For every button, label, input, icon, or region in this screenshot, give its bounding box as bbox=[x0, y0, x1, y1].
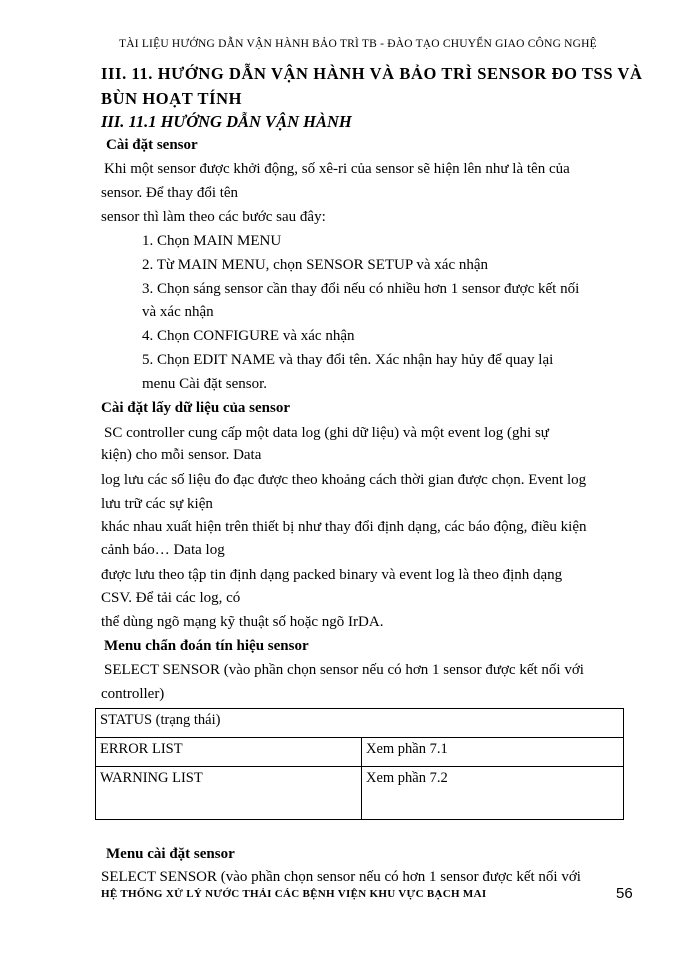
chapter-title-line2: BÙN HOẠT TÍNH bbox=[101, 89, 243, 108]
paragraph-line: Khi một sensor được khởi động, số xê-ri của sensor sẽ hiện lên như là tên của bbox=[104, 161, 570, 177]
paragraph-line: được lưu theo tập tin định dạng packed binary và event log là theo định dạng bbox=[101, 567, 563, 583]
chapter-title-line1: III. 11. HƯỚNG DẪN VẬN HÀNH VÀ BẢO TRÌ SENSOR ĐO TSS VÀ bbox=[101, 64, 643, 83]
page-number: 56 bbox=[616, 885, 633, 902]
paragraph-line: kiện) cho mỗi sensor. Data bbox=[101, 447, 262, 463]
paragraph-line: SELECT SENSOR (vào phần chọn sensor nếu có hơn 1 sensor được kết nối với bbox=[101, 869, 581, 885]
heading-sensor-setup: Cài đặt sensor bbox=[106, 137, 198, 153]
paragraph-line: log lưu các số liệu đo đạc được theo khoảng cách thời gian được chọn. Event log bbox=[101, 472, 587, 488]
paragraph-line: cảnh báo… Data log bbox=[101, 542, 225, 558]
table-cell: ERROR LIST bbox=[96, 738, 362, 767]
table-cell: Xem phần 7.2 bbox=[362, 767, 624, 820]
paragraph-line: CSV. Để tải các log, có bbox=[101, 590, 241, 606]
paragraph-line: khác nhau xuất hiện trên thiết bị như thay đổi định dạng, các báo động, điều kiện bbox=[101, 519, 587, 535]
table-cell: Xem phần 7.1 bbox=[362, 738, 624, 767]
list-item: 3. Chọn sáng sensor cần thay đổi nếu có nhiều hơn 1 sensor được kết nối bbox=[142, 281, 580, 297]
paragraph-line: SELECT SENSOR (vào phần chọn sensor nếu có hơn 1 sensor được kết nối với bbox=[104, 662, 584, 678]
table-row bbox=[96, 767, 624, 820]
paragraph-line: thể dùng ngõ mạng kỹ thuật số hoặc ngõ IrDA. bbox=[101, 614, 384, 630]
running-header: TÀI LIỆU HƯỚNG DẪN VẬN HÀNH BẢO TRÌ TB - ĐÀO TẠO CHUYỂN GIAO CÔNG NGHỆ bbox=[119, 38, 597, 50]
heading-diagnostics-menu: Menu chẩn đoán tín hiệu sensor bbox=[104, 638, 309, 654]
list-item-continuation: và xác nhận bbox=[142, 304, 214, 320]
table-header-cell: STATUS (trạng thái) bbox=[96, 709, 624, 738]
status-table bbox=[95, 708, 624, 820]
heading-sensor-setup-menu: Menu cài đặt sensor bbox=[106, 846, 235, 862]
section-subtitle: III. 11.1 HƯỚNG DẪN VẬN HÀNH bbox=[101, 112, 352, 131]
list-item-continuation: menu Cài đặt sensor. bbox=[142, 376, 267, 392]
paragraph-line: controller) bbox=[101, 686, 165, 702]
paragraph-line: sensor. Để thay đổi tên bbox=[101, 185, 239, 201]
list-item: 1. Chọn MAIN MENU bbox=[142, 233, 282, 249]
paragraph-line: SC controller cung cấp một data log (ghi dữ liệu) và một event log (ghi sự bbox=[104, 425, 549, 441]
paragraph-line: lưu trữ các sự kiện bbox=[101, 496, 213, 512]
running-footer: HỆ THỐNG XỬ LÝ NƯỚC THẢI CÁC BỆNH VIỆN KHU VỰC BẠCH MAI bbox=[101, 888, 487, 900]
list-item: 2. Từ MAIN MENU, chọn SENSOR SETUP và xác nhận bbox=[142, 257, 489, 273]
heading-data-logging: Cài đặt lấy dữ liệu của sensor bbox=[101, 400, 291, 416]
list-item: 5. Chọn EDIT NAME và thay đổi tên. Xác nhận hay hủy để quay lại bbox=[142, 352, 554, 368]
paragraph-line: sensor thì làm theo các bước sau đây: bbox=[101, 209, 326, 225]
table-cell: WARNING LIST bbox=[96, 767, 362, 820]
table-row bbox=[96, 738, 624, 767]
list-item: 4. Chọn CONFIGURE và xác nhận bbox=[142, 328, 355, 344]
